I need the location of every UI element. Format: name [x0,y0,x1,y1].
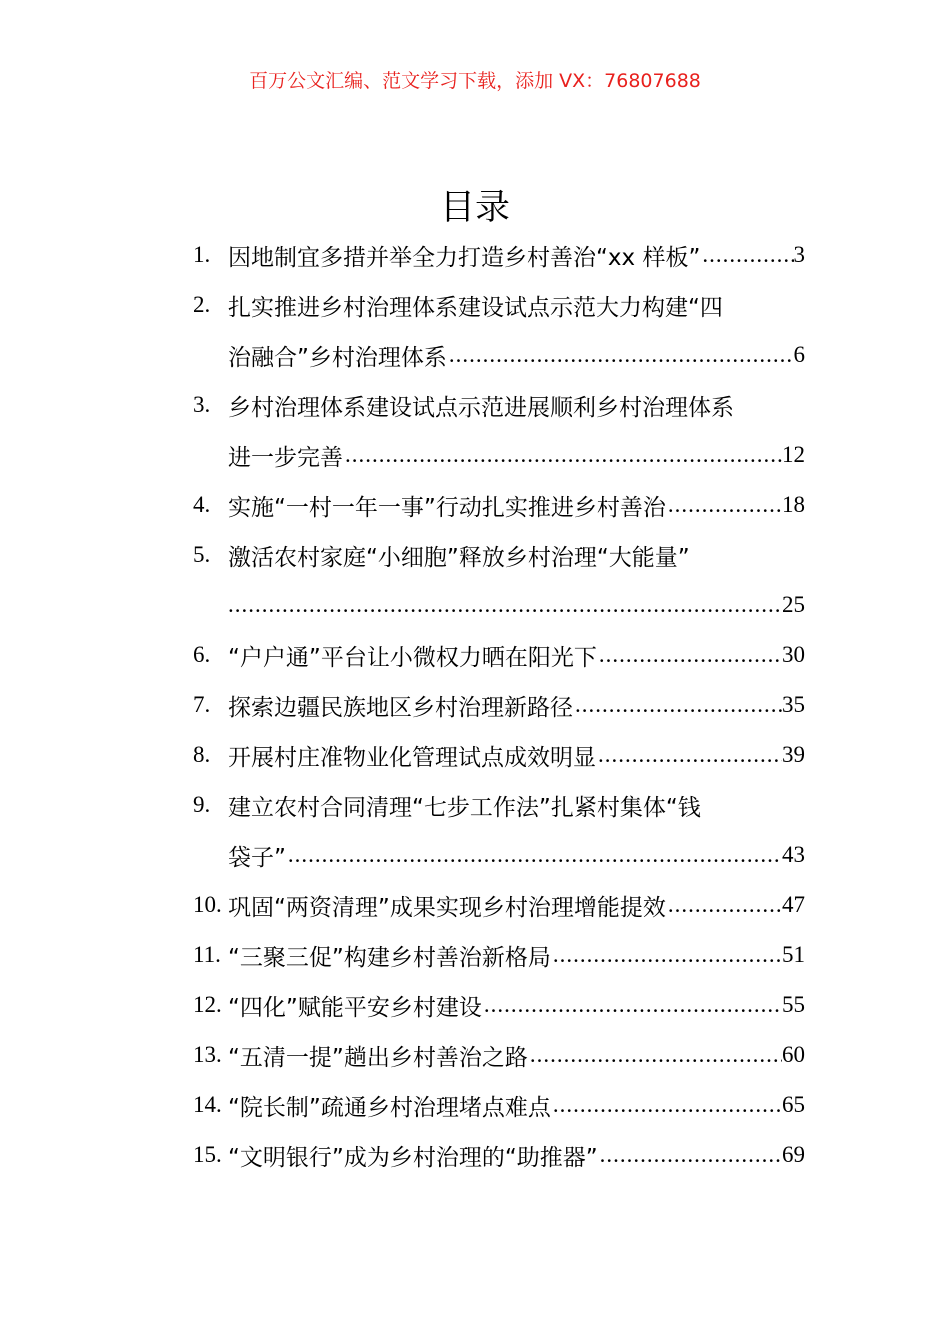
toc-entry-number: 4. [193,492,211,517]
toc-entry-number: 1. [193,242,211,267]
toc-entry-3-continued[interactable] [193,430,805,480]
toc-entry-15[interactable] [193,1130,805,1180]
toc-entry-title: 实施“一村一年一事”行动扎实推进乡村善治 [228,494,666,521]
toc-entry-page: 30 [782,642,805,667]
toc-entry-3[interactable] [193,380,805,430]
toc-entry-title: “文明银行”成为乡村治理的“助推器” [228,1144,598,1171]
toc-entry-4[interactable] [193,480,805,530]
toc-entry-page: 43 [782,842,805,867]
toc-entry-2[interactable] [193,280,805,330]
toc-entry-title-continued: 治融合”乡村治理体系 [228,344,447,371]
header-note: 百万公文汇编、范文学习下载，添加 VX：76807688 [249,70,701,92]
toc-entry-number: 3. [193,392,211,417]
toc-entry-title: “五清一提”趟出乡村善治之路 [228,1044,528,1071]
toc-entry-number: 13. [193,1042,222,1067]
toc-entry-page: 18 [782,492,805,517]
toc-entry-number: 9. [193,792,211,817]
toc-entry-title: 激活农村家庭“小细胞”释放乡村治理“大能量” [228,544,690,571]
toc-entry-title: 扎实推进乡村治理体系建设试点示范大力构建“四 [228,294,723,321]
leader-dots [551,942,782,968]
toc-entry-page: 47 [782,892,805,917]
toc-entry-5-continued[interactable] [193,580,805,630]
toc-entry-6[interactable] [193,630,805,680]
toc-entry-page: 3 [793,242,805,267]
toc-entry-10[interactable] [193,880,805,930]
toc-entry-14[interactable] [193,1080,805,1130]
toc-title: 目录 [439,188,510,228]
leader-dots [666,892,782,918]
toc-entry-13[interactable] [193,1030,805,1080]
toc-entry-7[interactable] [193,680,805,730]
leader-dots [343,442,782,468]
toc-entry-title: 因地制宜多措并举全力打造乡村善治“xx 样板” [228,244,701,271]
toc-entry-number: 11. [193,942,221,967]
toc-entry-12[interactable] [193,980,805,1030]
toc-entry-page: 6 [793,342,805,367]
toc-entry-number: 15. [193,1142,222,1167]
leader-dots [596,742,782,768]
toc-entry-number: 10. [193,892,222,917]
leader-dots [597,642,782,668]
toc-entry-page: 69 [782,1142,805,1167]
toc-entry-page: 35 [782,692,805,717]
toc-entry-9[interactable] [193,780,805,830]
toc-entry-page: 39 [782,742,805,767]
leader-dots [447,342,794,368]
table-of-contents [193,230,805,1180]
toc-entry-title: 开展村庄准物业化管理试点成效明显 [228,744,596,771]
toc-entry-title: “院长制”疏通乡村治理堵点难点 [228,1094,551,1121]
toc-entry-number: 14. [193,1092,222,1117]
toc-entry-title: “四化”赋能平安乡村建设 [228,994,482,1021]
toc-entry-9-continued[interactable] [193,830,805,880]
leader-dots [573,692,782,718]
leader-dots [286,842,782,868]
toc-entry-title: “户户通”平台让小微权力晒在阳光下 [228,644,597,671]
toc-entry-page: 60 [782,1042,805,1067]
toc-entry-page: 12 [782,442,805,467]
toc-entry-8[interactable] [193,730,805,780]
toc-entry-number: 8. [193,742,211,767]
toc-entry-page: 51 [782,942,805,967]
toc-entry-title: “三聚三促”构建乡村善治新格局 [228,944,551,971]
toc-entry-1[interactable] [193,230,805,280]
toc-entry-page: 65 [782,1092,805,1117]
toc-entry-number: 7. [193,692,211,717]
leader-dots [700,242,793,268]
toc-entry-number: 12. [193,992,222,1017]
leader-dots [482,992,782,1018]
toc-entry-title-continued: 进一步完善 [228,444,343,471]
toc-entry-page: 25 [782,592,805,617]
toc-entry-title: 探索边疆民族地区乡村治理新路径 [228,694,573,721]
toc-entry-5[interactable] [193,530,805,580]
toc-entry-title: 巩固“两资清理”成果实现乡村治理增能提效 [228,894,666,921]
leader-dots [228,592,782,618]
toc-entry-title: 建立农村合同清理“七步工作法”扎紧村集体“钱 [228,794,701,821]
toc-entry-2-continued[interactable] [193,330,805,380]
toc-entry-title-continued: 袋子” [228,844,286,871]
leader-dots [598,1142,782,1168]
leader-dots [551,1092,782,1118]
toc-entry-number: 5. [193,542,211,567]
leader-dots [666,492,782,518]
toc-entry-title: 乡村治理体系建设试点示范进展顺利乡村治理体系 [228,394,734,421]
toc-entry-page: 55 [782,992,805,1017]
toc-entry-11[interactable] [193,930,805,980]
toc-entry-number: 6. [193,642,211,667]
leader-dots [528,1042,782,1068]
toc-entry-number: 2. [193,292,211,317]
